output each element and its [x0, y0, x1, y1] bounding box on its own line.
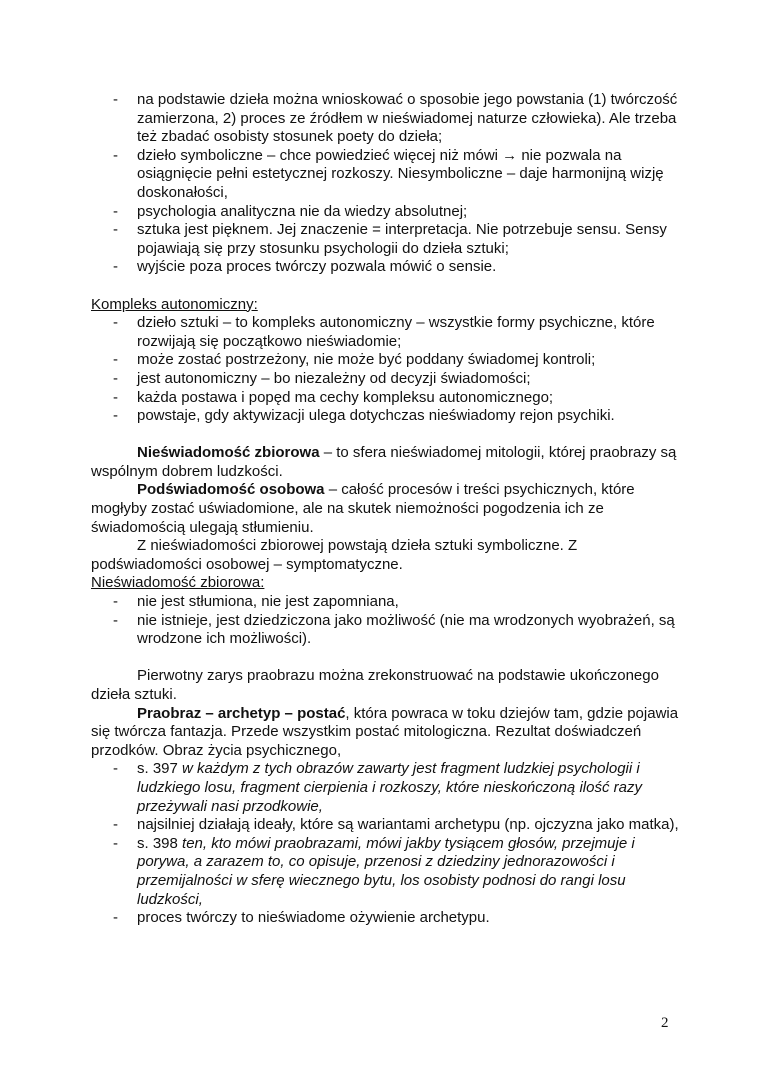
- list-item: [91, 221, 681, 258]
- list-item-text: nie istnieje, jest dziedziczona jako możliwość (nie ma wrodzonych wyobrażeń, są wrodzone ich możliwości).: [137, 611, 675, 648]
- bullet-dash: -: [113, 816, 118, 834]
- bullet-dash: -: [113, 909, 118, 927]
- kompleks-list: [91, 314, 681, 426]
- list-item: [91, 91, 681, 147]
- section-heading: Kompleks autonomiczny:: [91, 295, 258, 313]
- list-item: [91, 835, 681, 909]
- list-item-text: nie pozwala na osiągnięcie pełni estetycznej rozkoszy. Niesymboliczne – daje harmonijną wizję doskonałości,: [137, 146, 664, 201]
- list-item-text: na podstawie dzieła można wnioskować o sposobie jego powstania (1) twórczość zamierzona, 2) proces ze źródłem w nieświadomej naturze człowieka). Ale trzeba też zbadać osobisty stosunek poety do dzieła;: [137, 91, 678, 146]
- bullet-dash: -: [113, 146, 118, 164]
- list-item: [91, 593, 681, 612]
- paragraph: Pierwotny zarys praobrazu można zrekonstruować na podstawie ukończonego dzieła sztuki.: [91, 667, 659, 703]
- list-item-text: sztuka jest pięknem. Jej znaczenie = interpretacja. Nie potrzebuje sensu. Sensy pojawiają się przy stosunku psychologii do dzieła sztuki;: [137, 221, 667, 257]
- list-item: [91, 816, 681, 835]
- list-item-text: nie jest stłumiona, nie jest zapomniana,: [137, 593, 399, 611]
- paragraph: Z nieświadomości zbiorowej powstają dzieła sztuki symboliczne. Z podświadomości osobowej – symptomatyczne.: [91, 537, 578, 573]
- bullet-dash: -: [113, 611, 118, 629]
- intro-list: [91, 91, 681, 277]
- list-item-text: jest autonomiczny – bo niezależny od decyzji świadomości;: [137, 369, 531, 387]
- list-item: [91, 203, 681, 222]
- list-item: [91, 389, 681, 408]
- list-item: [91, 909, 681, 928]
- page-reference: s. 398: [137, 834, 183, 852]
- list-item: [91, 612, 681, 649]
- paragraph-text: – całość procesów i treści psychicznych, które mogłyby zostać uświadomione, ale na skutek niemożności pogodzenia ich ze świadomością ulegają stłumieniu.: [91, 481, 635, 536]
- arrow-right-icon: →: [502, 146, 518, 164]
- list-item-text: dzieło sztuki – to kompleks autonomiczny – wszystkie formy psychiczne, które rozwijają się początkowo nieświadomie;: [137, 314, 655, 350]
- paragraph: [91, 481, 681, 537]
- bullet-dash: -: [113, 834, 118, 852]
- page-content: [91, 91, 681, 928]
- list-item: [91, 407, 681, 426]
- paragraph-text: , która powraca w toku dziejów tam, gdzie pojawia się twórcza fantazja. Przede wszystkim postać mitologiczna. Rezultat doświadczeń przodków. Obraz życia psychicznego,: [91, 704, 679, 759]
- list-item: [91, 314, 681, 351]
- paragraph: [91, 705, 681, 761]
- quote-italic: ten, kto mówi praobrazami, mówi jakby tysiącem głosów, przejmuje i porywa, a zarazem to, co opisuje, przenosi z dziedziny jednorazowości i przemijalności w sferę wiecznego bytu, los osobisty podnosi do rangi losu ludzkości,: [137, 834, 635, 908]
- bullet-dash: -: [113, 221, 118, 239]
- term-bold: Podświadomość osobowa: [137, 481, 325, 499]
- list-item-text: proces twórczy to nieświadome ożywienie archetypu.: [137, 909, 490, 927]
- bullet-dash: -: [113, 388, 118, 406]
- list-item-text: powstaje, gdy aktywizacji ulega dotychczas nieświadomy rejon psychiki.: [137, 407, 615, 425]
- term-bold: Nieświadomość zbiorowa: [137, 444, 320, 462]
- term-bold: Praobraz – archetyp – postać: [137, 704, 346, 722]
- praobraz-list: [91, 760, 681, 927]
- paragraph-text: – to sfera nieświadomej mitologii, której praobrazy są wspólnym dobrem ludzkości.: [91, 444, 677, 480]
- bullet-dash: -: [113, 314, 118, 332]
- page-number: 2: [661, 1015, 669, 1031]
- bullet-dash: -: [113, 407, 118, 425]
- quote-italic: w każdym z tych obrazów zawarty jest fragment ludzkiej psychologii i ludzkiego losu, fragment cierpienia i rozkoszy, które nieskończoną ilość razy przeżywali nasi przodkowie,: [137, 760, 642, 815]
- bullet-dash: -: [113, 91, 118, 108]
- bullet-dash: -: [113, 258, 118, 276]
- bullet-dash: -: [113, 351, 118, 369]
- list-item-text: każda postawa i popęd ma cechy kompleksu autonomicznego;: [137, 388, 554, 406]
- list-item: [91, 351, 681, 370]
- nieswiadomosc-list: [91, 593, 681, 649]
- list-item-text: najsilniej działają ideały, które są wariantami archetypu (np. ojczyzna jako matka),: [137, 816, 679, 834]
- paragraph: [91, 444, 681, 481]
- list-item-text: wyjście poza proces twórczy pozwala mówić o sensie.: [137, 258, 497, 276]
- bullet-dash: -: [113, 593, 118, 611]
- list-item-text: psychologia analityczna nie da wiedzy absolutnej;: [137, 202, 468, 220]
- list-item: [91, 258, 681, 277]
- list-item: [91, 760, 681, 816]
- section-heading: Nieświadomość zbiorowa:: [91, 574, 265, 592]
- bullet-dash: -: [113, 202, 118, 220]
- page-reference: s. 397: [137, 760, 183, 778]
- bullet-dash: -: [113, 369, 118, 387]
- bullet-dash: -: [113, 760, 118, 778]
- list-item: [91, 370, 681, 389]
- list-item: [91, 147, 681, 203]
- list-item-text: dzieło symboliczne – chce powiedzieć więcej niż mówi: [137, 146, 498, 164]
- list-item-text: może zostać postrzeżony, nie może być poddany świadomej kontroli;: [137, 351, 596, 369]
